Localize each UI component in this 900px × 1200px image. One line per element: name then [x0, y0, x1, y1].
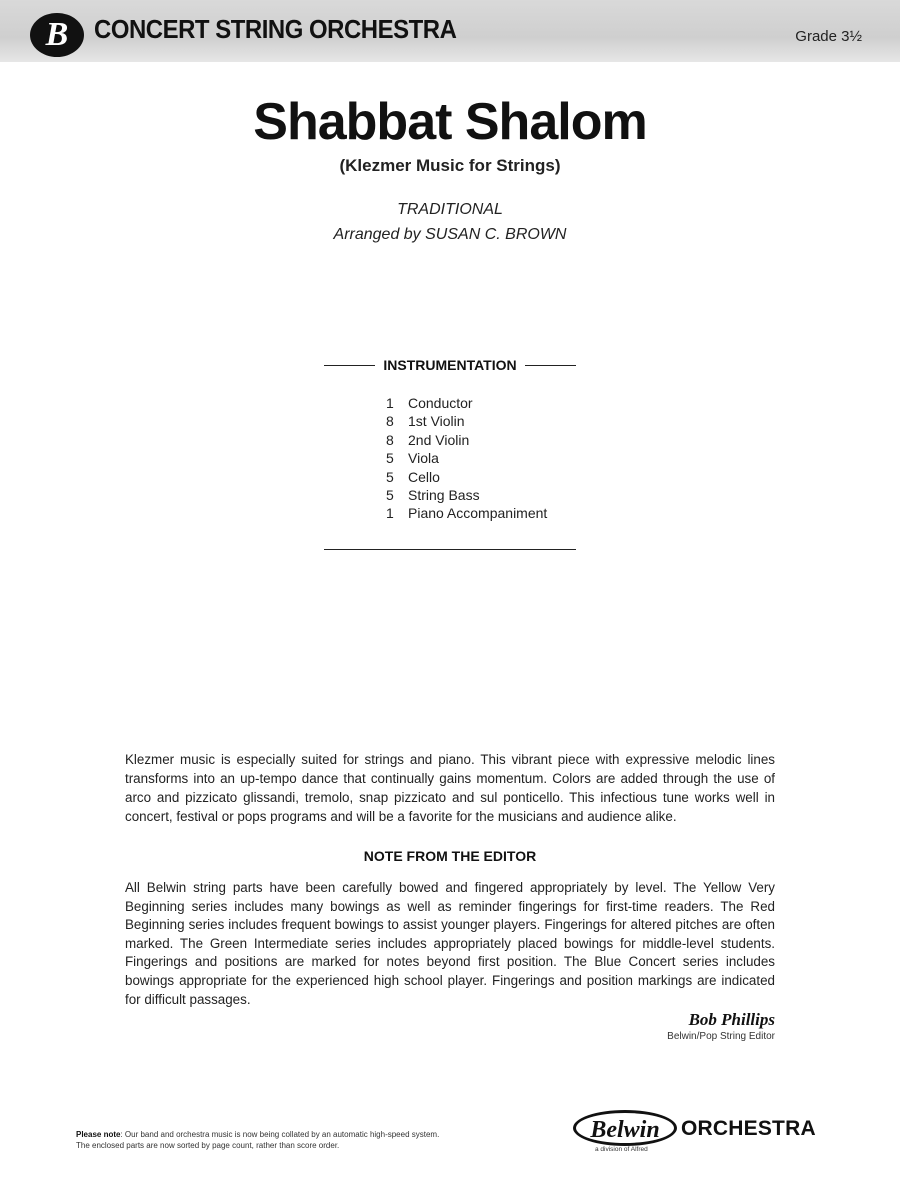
- header-band: [0, 0, 900, 62]
- divider: [324, 365, 375, 366]
- part-name: Conductor: [408, 395, 473, 411]
- part-quantity: 1: [386, 505, 394, 522]
- instrumentation-list: [386, 395, 547, 524]
- series-title: CONCERT STRING ORCHESTRA: [94, 14, 457, 44]
- brand-subtitle: a division of Alfred: [595, 1146, 648, 1153]
- list-item: [386, 395, 547, 413]
- belwin-orchestra-logo: [573, 1108, 833, 1154]
- list-item: [386, 505, 547, 523]
- part-quantity: 8: [386, 413, 394, 430]
- part-quantity: 5: [386, 468, 394, 485]
- note-line-1: : Our band and orchestra music is now being collated by an automatic high-speed system.: [120, 1130, 440, 1139]
- part-quantity: 8: [386, 431, 394, 448]
- instrumentation-label: INSTRUMENTATION: [383, 357, 517, 373]
- belwin-script-logo-icon: Belwin: [573, 1110, 677, 1146]
- note-line-2: The enclosed parts are now sorted by page count, rather than score order.: [76, 1141, 340, 1150]
- piece-description: Klezmer music is especially suited for strings and piano. This vibrant piece with expressive melodic lines transforms into an up-tempo dance that continually gains momentum. Colors are added through the use of arco and pizzicato glissandi, tremolo, snap pizzicato and sul ponticello. This infectious tune works well in concert, festival or pops programs and will be a favorite for the musicians and audience alike.: [125, 752, 775, 824]
- note-label: Please note: [76, 1130, 121, 1139]
- part-quantity: 5: [386, 486, 394, 503]
- editor-note-heading: NOTE FROM THE EDITOR: [363, 848, 537, 864]
- editor-note-body: All Belwin string parts have been carefully bowed and fingered appropriately by level. The Yellow Very Beginning series includes many bowings as well as reminder fingerings for first-time readers. The Red Beginning series includes frequent bowings to assist younger players. Fingerings for altered pitches are often marked. The Green Intermediate series includes appropriately placed bowings for middle-level students. Fingerings and positions are marked for notes beyond first position. The Blue Concert series includes bowings appropriate for the experienced high school player. Fingerings and position markings are indicated for difficult passages.: [125, 880, 775, 1007]
- part-name: Piano Accompaniment: [408, 505, 548, 522]
- list-item: [386, 487, 547, 505]
- part-name: String Bass: [408, 486, 480, 503]
- arranger-credit: Arranged by SUSAN C. BROWN: [333, 226, 567, 243]
- piece-subtitle: (Klezmer Music for Strings): [339, 156, 561, 175]
- composer-credit: TRADITIONAL: [397, 201, 503, 218]
- part-name: 2nd Violin: [408, 431, 470, 448]
- brand-name: ORCHESTRA: [681, 1117, 816, 1140]
- part-name: Viola: [408, 450, 439, 467]
- list-item: [386, 413, 547, 431]
- list-item: [386, 469, 547, 487]
- instrumentation-heading: [324, 357, 576, 373]
- belwin-logo-icon: B: [30, 13, 84, 57]
- editor-title: Belwin/Pop String Editor: [667, 1031, 775, 1042]
- part-quantity: 5: [386, 450, 394, 467]
- part-quantity: 1: [386, 395, 394, 411]
- list-item: [386, 432, 547, 450]
- part-name: 1st Violin: [408, 413, 465, 430]
- piece-title: Shabbat Shalom: [253, 93, 647, 151]
- editor-signature: Bob Phillips: [688, 1010, 775, 1029]
- divider: [525, 365, 576, 366]
- divider: [324, 549, 576, 550]
- grade-level: Grade 3½: [795, 28, 862, 45]
- list-item: [386, 450, 547, 468]
- collation-note: [76, 1129, 439, 1151]
- part-name: Cello: [408, 468, 440, 485]
